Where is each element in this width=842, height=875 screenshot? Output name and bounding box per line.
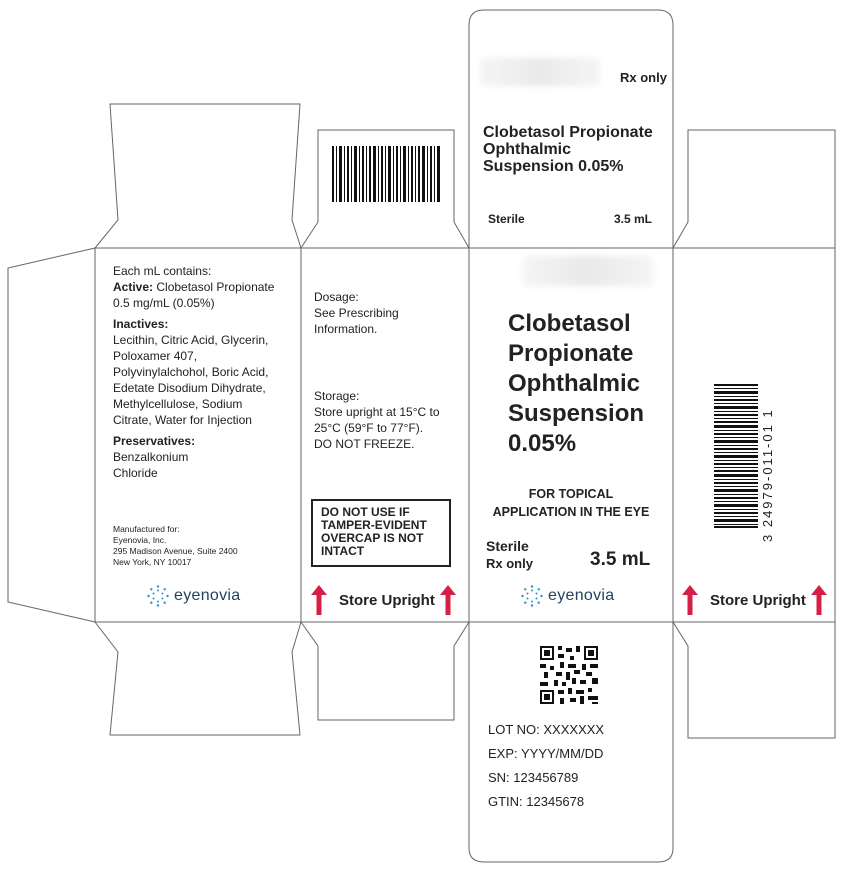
ingredients-heading: Each mL contains: — [113, 264, 212, 278]
blurred-logo-area — [522, 256, 654, 286]
top-title-line: Clobetasol Propionate — [483, 124, 653, 141]
upc-number: 3 24979-011-01 1 — [760, 408, 775, 542]
upc-barcode — [714, 384, 758, 528]
inactives-label: Inactives: — [113, 317, 169, 331]
manufacturer-line: New York, NY 10017 — [113, 557, 192, 567]
dosage-line: Dosage: — [314, 290, 359, 304]
gtin: GTIN: 12345678 — [488, 794, 585, 809]
serial-number: SN: 123456789 — [488, 770, 579, 785]
warning-line: OVERCAP IS NOT — [321, 531, 424, 545]
topical-use-text — [470, 485, 672, 521]
storage-line: DO NOT FREEZE. — [314, 437, 415, 451]
eyenovia-logo-icon — [146, 584, 170, 608]
top-title-line: Ophthalmic — [483, 141, 572, 158]
eyenovia-logo-icon — [520, 584, 544, 608]
active-strength: 0.5 mg/mL (0.05%) — [113, 296, 215, 310]
manufacturer-info — [113, 524, 293, 568]
top-sterile: Sterile — [488, 212, 525, 226]
front-title-line: Clobetasol — [508, 310, 631, 337]
eyenovia-logo-text: eyenovia — [174, 587, 241, 604]
top-rx-only: Rx only — [620, 70, 667, 85]
front-title-line: Suspension — [508, 400, 645, 427]
up-arrow-icon — [811, 585, 827, 615]
tamper-warning-box — [311, 499, 451, 567]
active-label: Active: — [113, 280, 154, 294]
qr-code — [540, 646, 598, 704]
front-title-line: 0.05% — [508, 430, 577, 457]
inactive-line: Poloxamer 407, — [113, 349, 198, 363]
top-title-line: Suspension 0.05% — [483, 158, 624, 175]
top-title — [483, 124, 653, 175]
dosage-line: Information. — [314, 322, 378, 336]
blurred-logo-area — [480, 58, 600, 86]
preservative-line: Chloride — [113, 466, 158, 480]
dosage-section — [314, 289, 464, 337]
inactive-line: Polyvinylalchohol, Boric Acid, — [113, 365, 269, 379]
top-volume: 3.5 mL — [614, 212, 653, 226]
active-value: Clobetasol Propionate — [156, 280, 275, 294]
up-arrow-icon — [440, 585, 456, 615]
front-rx-only: Rx only — [486, 556, 533, 571]
manufacturer-line: Manufactured for: — [113, 524, 180, 534]
front-title — [508, 309, 644, 459]
storage-line: Storage: — [314, 389, 360, 403]
topical-line: APPLICATION IN THE EYE — [492, 505, 650, 519]
manufacturer-line: Eyenovia, Inc. — [113, 535, 167, 545]
preservative-line: Benzalkonium — [113, 450, 189, 464]
store-upright-label: Store Upright — [339, 592, 435, 609]
storage-line: 25°C (59°F to 77°F). — [314, 421, 424, 435]
inactive-line: Lecithin, Citric Acid, Glycerin, — [113, 333, 269, 347]
dosage-line: See Prescribing — [314, 306, 399, 320]
inactive-line: Edetate Disodium Dihydrate, — [113, 381, 266, 395]
warning-line: DO NOT USE IF — [321, 505, 410, 519]
front-title-line: Ophthalmic — [508, 370, 641, 397]
front-volume: 3.5 mL — [590, 549, 651, 570]
expiry-date: EXP: YYYY/MM/DD — [488, 746, 604, 761]
active-line — [113, 279, 293, 295]
eyenovia-logo-text: eyenovia — [548, 587, 615, 604]
lot-number: LOT NO: XXXXXXX — [488, 722, 605, 737]
ingredients-panel — [113, 263, 293, 481]
lot-info — [488, 718, 604, 814]
inactive-line: Methylcellulose, Sodium — [113, 397, 243, 411]
manufacturer-line: 295 Madison Avenue, Suite 2400 — [113, 546, 238, 556]
up-arrow-icon — [682, 585, 698, 615]
front-title-line: Propionate — [508, 340, 634, 367]
warning-line: INTACT — [321, 544, 365, 558]
preservatives-label: Preservatives: — [113, 434, 196, 448]
eyenovia-logo — [520, 584, 614, 608]
top-barcode — [332, 146, 440, 202]
storage-line: Store upright at 15°C to — [314, 405, 440, 419]
store-upright-label: Store Upright — [710, 592, 806, 609]
front-sterile: Sterile — [486, 538, 529, 554]
storage-section — [314, 388, 464, 452]
eyenovia-logo — [146, 584, 240, 608]
topical-line: FOR TOPICAL — [528, 487, 614, 501]
warning-line: TAMPER-EVIDENT — [321, 518, 427, 532]
inactive-line: Citrate, Water for Injection — [113, 413, 252, 427]
up-arrow-icon — [311, 585, 327, 615]
